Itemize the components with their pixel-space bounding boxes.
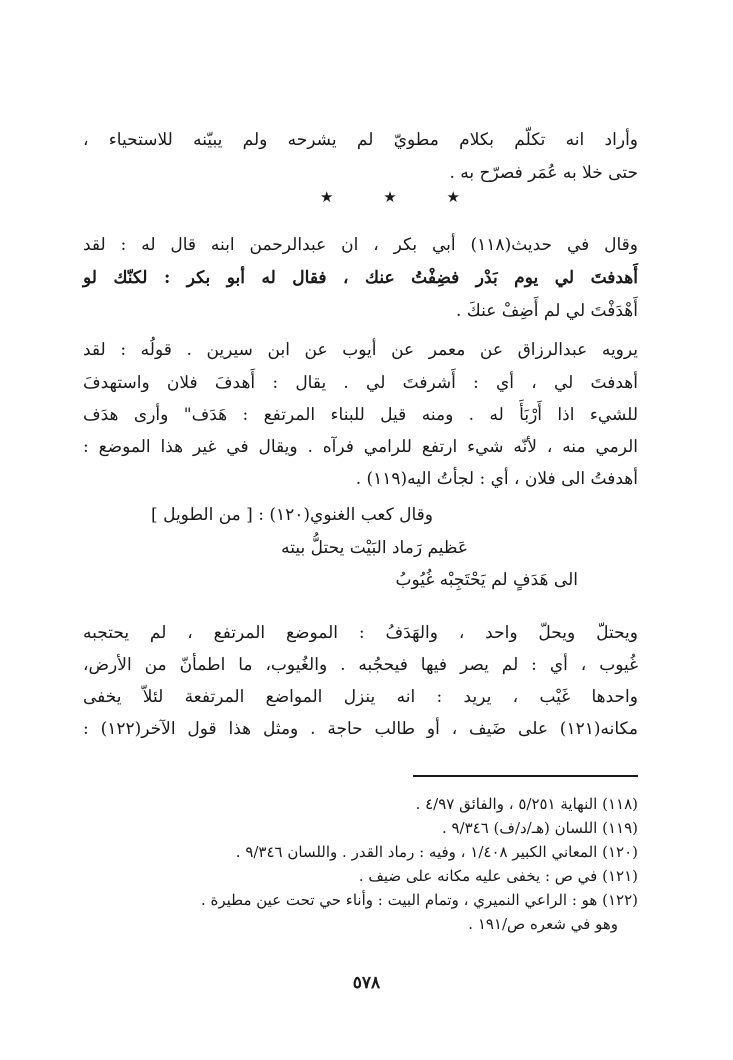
para4-line-2: غُيوب ، أي : لم يصر فيها فيحجُبه . والغُيوب، ما اطمأنّ من الأرض، — [83, 655, 638, 675]
section-divider-stars — [320, 188, 460, 206]
para2-line-1: وقال في حديث(١١٨) أبي بكر ، ان عبدالرحمن ابنه قال له : لقد — [83, 235, 639, 255]
footnote-120: (١٢٠) المعاني الكبير ١/٤٠٨ ، وفيه : رماد القدر . واللسان ٩/٣٤٦ . — [235, 843, 638, 861]
para3-line-1: يرويه عبدالرزاق عن معمر عن أيوب عن ابن سيرين . قولُه : لقد — [83, 340, 638, 360]
para4-line-1: ويحتلّ ويحلّ واحد ، والهَدَفُ : الموضع المرتفع ، لم يحتجبه — [83, 623, 638, 643]
star-icon: ★ — [320, 188, 334, 206]
footnote-122: (١٢٢) هو : الراعي النميري ، وتمام البيت : وأناء حي تحت عين مطيرة . — [200, 891, 638, 909]
footnote-122-continuation: وهو في شعره ص/١٩١ . — [468, 915, 618, 933]
para4-line-3: واحدها غَيْب ، يريد : انه ينزل المواضع المرتفعة لئلاّ يخفى — [83, 687, 638, 707]
footnote-119: (١١٩) اللسان (هـ/د/ف) ٩/٣٤٦ . — [441, 819, 638, 837]
page-number: ٥٧٨ — [352, 973, 381, 993]
verse-intro: وقال كعب الغنوي(١٢٠) : [ من الطويل ] — [151, 505, 433, 525]
star-icon: ★ — [446, 188, 460, 206]
para2-line-2: أَهدفتَ لي يوم بَدْر فضِفْتُ عنك ، فقال له أبو بكر : لكنّك لو — [83, 268, 638, 288]
para3-line-5: أهدفتُ الى فلان ، أي : لجأتُ اليه(١١٩) . — [355, 469, 638, 489]
verse-line-1: عَظيم رَماد البَيْت يحتلُّ بيته — [281, 538, 468, 558]
footnote-118: (١١٨) النهاية ٥/٢٥١ ، والفائق ٤/٩٧ . — [415, 795, 638, 813]
para2-line-3: أَهْدَفْتَ لي لم أَضِفْ عنكَ . — [455, 301, 638, 321]
footnote-121: (١٢١) في ص : يخفى عليه مكانه على ضيف . — [358, 867, 638, 885]
para1-line-1: وأراد انه تكلّم بكلام مطويّ لم يشرحه ولم يبيّنه للاستحياء ، — [83, 130, 638, 150]
star-icon: ★ — [383, 188, 397, 206]
para1-line-2: حتى خلا به عُمَر فصرّح به . — [449, 163, 638, 183]
para3-line-2: أهدفتَ لي ، أي : أَشرفتَ لي . يقال : أَهدفَ فلان واستهدفَ — [83, 373, 638, 393]
para4-line-4: مكانه(١٢١) على ضَيف ، أو طالب حاجة . ومثل هذا قول الآخر(١٢٢) : — [83, 719, 638, 739]
para3-line-3: للشيء اذا أَرْبَأَ له . ومنه قيل للبناء المرتفع : هَدَف" وأرى هدَف — [83, 405, 638, 425]
footnote-separator — [413, 775, 638, 777]
para3-line-4: الرمي منه ، لأنّه شيء ارتفع للرامي فرآه . ويقال في غير هذا الموضع : — [83, 437, 638, 457]
verse-line-2: الى هَدَفٍ لم يَحْتَجِبْه غُيُوبُ — [395, 570, 578, 590]
